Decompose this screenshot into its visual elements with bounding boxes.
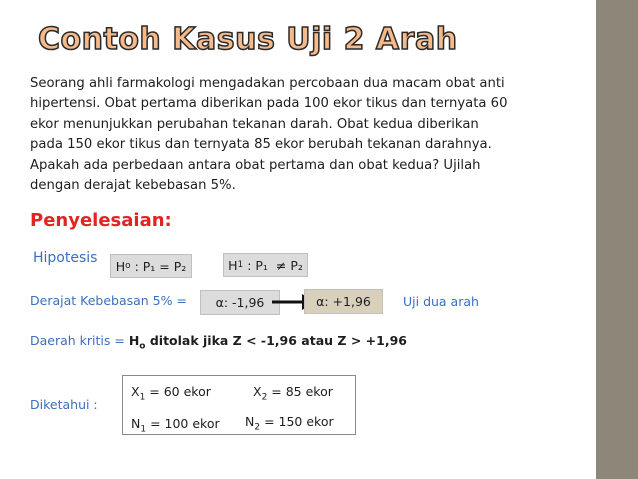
diketahui-box <box>122 375 356 435</box>
n1-prefix: N <box>131 416 141 431</box>
h0-subscript: o <box>125 261 131 271</box>
daerah-kritis-line <box>30 333 407 352</box>
alpha-upper-box: α: +1,96 <box>304 289 383 314</box>
problem-line: dengan derajat kebebasan 5%. <box>30 178 236 194</box>
n1-text: = 100 ekor <box>146 416 220 431</box>
h1-prefix: H <box>228 257 238 273</box>
x1-text: = 60 ekor <box>145 384 211 399</box>
x2-value <box>253 384 333 403</box>
n2-value <box>245 414 334 433</box>
daerah-h-prefix: H <box>128 333 140 348</box>
daerah-label: Daerah kritis = <box>30 333 129 348</box>
x1-prefix: X <box>131 384 140 399</box>
problem-line: Apakah ada perbedaan antara obat pertama dan obat kedua? Ujilah <box>30 157 481 173</box>
problem-line: pada 150 ekor tikus dan ternyata 85 ekor berubah tekanan darahnya. <box>30 137 492 153</box>
daerah-h-subscript: o <box>139 341 146 352</box>
x2-prefix: X <box>253 384 262 399</box>
n2-prefix: N <box>245 414 255 429</box>
h1-text: : P₁ ≠ P₂ <box>243 257 303 273</box>
alpha-lower-box: α: -1,96 <box>200 290 280 315</box>
n1-subscript: 1 <box>140 424 147 435</box>
h0-box <box>110 254 192 278</box>
h1-subscript: 1 <box>237 260 244 270</box>
slide-title: Contoh Kasus Uji 2 Arah <box>38 22 458 57</box>
diketahui-label: Diketahui : <box>30 397 98 412</box>
h0-prefix: H <box>115 258 126 274</box>
problem-paragraph <box>30 74 590 196</box>
h0-text: : P₁ = P₂ <box>130 258 187 274</box>
solution-heading: Penyelesaian: <box>30 210 172 231</box>
problem-line: Seorang ahli farmakologi mengadakan percobaan dua macam obat anti <box>30 76 505 91</box>
x2-subscript: 2 <box>261 392 268 403</box>
n2-text: = 150 ekor <box>260 414 334 429</box>
n1-value <box>131 416 220 435</box>
problem-line: ekor menunjukkan perubahan tekanan darah. Obat kedua diberikan <box>30 116 479 132</box>
h1-box <box>223 253 308 277</box>
x1-subscript: 1 <box>139 392 146 403</box>
problem-line: hipertensi. Obat pertama diberikan pada 100 ekor tikus dan ternyata 60 <box>30 96 508 112</box>
n2-subscript: 2 <box>254 422 261 433</box>
uji-dua-arah-label: Uji dua arah <box>403 294 479 309</box>
hipotesis-label: Hipotesis <box>33 250 98 266</box>
derajat-label: Derajat Kebebasan 5% = <box>30 293 187 308</box>
x1-value <box>131 384 211 403</box>
x2-text: = 85 ekor <box>267 384 333 399</box>
right-sidebar-bar <box>596 0 638 479</box>
daerah-rule: ditolak jika Z < -1,96 atau Z > +1,96 <box>145 333 407 348</box>
